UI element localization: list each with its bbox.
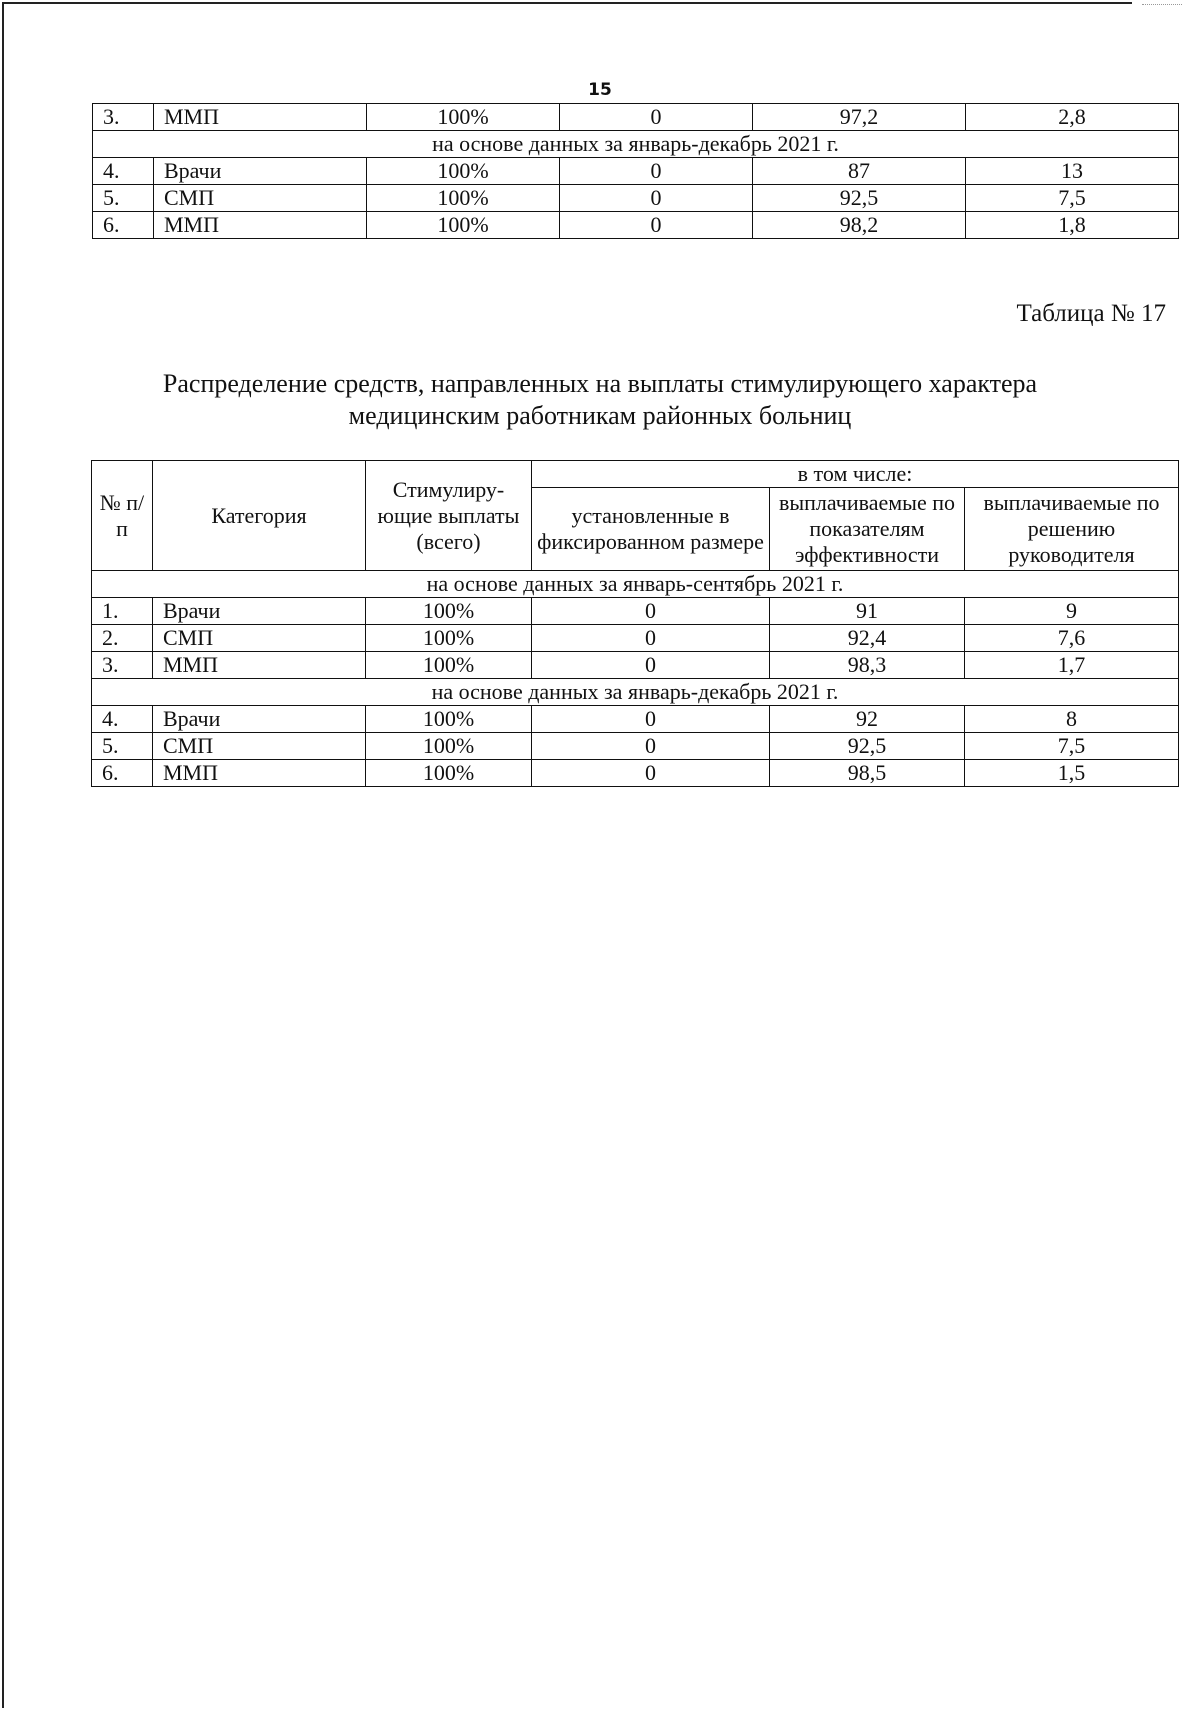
fixed-cell: 0 — [532, 733, 770, 760]
scan-artifact — [1142, 4, 1182, 5]
category-cell: Врачи — [154, 158, 367, 185]
table-caption: Таблица № 17 — [1016, 300, 1166, 327]
efficiency-cell: 92,5 — [770, 733, 965, 760]
section-label: на основе данных за январь-декабрь 2021 г. — [92, 679, 1179, 706]
page-number: 15 — [588, 80, 612, 100]
fixed-cell: 0 — [532, 706, 770, 733]
fixed-cell: 0 — [532, 598, 770, 625]
category-cell: Врачи — [153, 598, 366, 625]
manager-cell: 8 — [965, 706, 1179, 733]
header-fixed: установленные в фиксированном размере — [532, 488, 770, 571]
header-total: Стимулиру-ющие выплаты (всего) — [366, 461, 532, 571]
manager-cell: 13 — [966, 158, 1179, 185]
efficiency-cell: 97,2 — [753, 104, 966, 131]
header-manager: выплачиваемые по решению руководителя — [965, 488, 1179, 571]
row-number: 4. — [92, 706, 153, 733]
table-row — [92, 598, 1179, 625]
header-including: в том числе: — [532, 461, 1179, 488]
manager-cell: 1,7 — [965, 652, 1179, 679]
row-number: 2. — [92, 625, 153, 652]
total-cell: 100% — [366, 598, 532, 625]
total-cell: 100% — [367, 212, 560, 239]
header-row-1 — [92, 461, 1179, 488]
manager-cell: 1,5 — [965, 760, 1179, 787]
row-number: 3. — [92, 652, 153, 679]
row-number: 6. — [93, 212, 154, 239]
category-cell: СМП — [154, 185, 367, 212]
stimulus-distribution-table — [91, 460, 1179, 787]
fixed-cell: 0 — [560, 158, 753, 185]
row-number: 4. — [93, 158, 154, 185]
efficiency-cell: 98,5 — [770, 760, 965, 787]
header-efficiency: выплачиваемые по показателям эффективности — [770, 488, 965, 571]
fixed-cell: 0 — [560, 104, 753, 131]
category-cell: СМП — [153, 733, 366, 760]
table-row — [92, 760, 1179, 787]
scan-border-top — [2, 2, 1132, 4]
table-row — [93, 158, 1179, 185]
row-number: 3. — [93, 104, 154, 131]
scan-border-left — [2, 2, 4, 1708]
table-title — [0, 368, 1200, 432]
category-cell: Врачи — [153, 706, 366, 733]
category-cell: ММП — [154, 212, 367, 239]
section-row — [92, 679, 1179, 706]
total-cell: 100% — [366, 625, 532, 652]
section-label: на основе данных за январь-сентябрь 2021 г. — [92, 571, 1179, 598]
row-number: 1. — [92, 598, 153, 625]
efficiency-cell: 92,4 — [770, 625, 965, 652]
manager-cell: 7,5 — [966, 185, 1179, 212]
manager-cell: 1,8 — [966, 212, 1179, 239]
table-title-line-1: Распределение средств, направленных на выплаты стимулирующего характера — [162, 369, 1038, 398]
manager-cell: 2,8 — [966, 104, 1179, 131]
continued-table — [92, 103, 1179, 239]
efficiency-cell: 91 — [770, 598, 965, 625]
section-row — [93, 131, 1179, 158]
table-row — [93, 104, 1179, 131]
continued-table-body — [93, 104, 1179, 239]
total-cell: 100% — [367, 185, 560, 212]
section-label: на основе данных за январь-декабрь 2021 г. — [93, 131, 1179, 158]
fixed-cell: 0 — [532, 652, 770, 679]
total-cell: 100% — [367, 158, 560, 185]
table-row — [92, 625, 1179, 652]
efficiency-cell: 98,2 — [753, 212, 966, 239]
table-row — [93, 185, 1179, 212]
header-category: Категория — [153, 461, 366, 571]
manager-cell: 7,5 — [965, 733, 1179, 760]
table-row — [93, 212, 1179, 239]
table-title-line-2: медицинским работникам районных больниц — [348, 401, 852, 430]
efficiency-cell: 92,5 — [753, 185, 966, 212]
manager-cell: 7,6 — [965, 625, 1179, 652]
category-cell: ММП — [154, 104, 367, 131]
efficiency-cell: 92 — [770, 706, 965, 733]
row-number: 6. — [92, 760, 153, 787]
category-cell: ММП — [153, 760, 366, 787]
row-number: 5. — [92, 733, 153, 760]
fixed-cell: 0 — [532, 625, 770, 652]
stimulus-table-body — [92, 571, 1179, 787]
total-cell: 100% — [366, 760, 532, 787]
category-cell: ММП — [153, 652, 366, 679]
efficiency-cell: 98,3 — [770, 652, 965, 679]
fixed-cell: 0 — [560, 185, 753, 212]
fixed-cell: 0 — [532, 760, 770, 787]
total-cell: 100% — [366, 652, 532, 679]
fixed-cell: 0 — [560, 212, 753, 239]
manager-cell: 9 — [965, 598, 1179, 625]
table-row — [92, 706, 1179, 733]
table-row — [92, 652, 1179, 679]
efficiency-cell: 87 — [753, 158, 966, 185]
header-num: № п/п — [92, 461, 153, 571]
category-cell: СМП — [153, 625, 366, 652]
total-cell: 100% — [366, 706, 532, 733]
table-row — [92, 733, 1179, 760]
total-cell: 100% — [367, 104, 560, 131]
total-cell: 100% — [366, 733, 532, 760]
row-number: 5. — [93, 185, 154, 212]
section-row — [92, 571, 1179, 598]
